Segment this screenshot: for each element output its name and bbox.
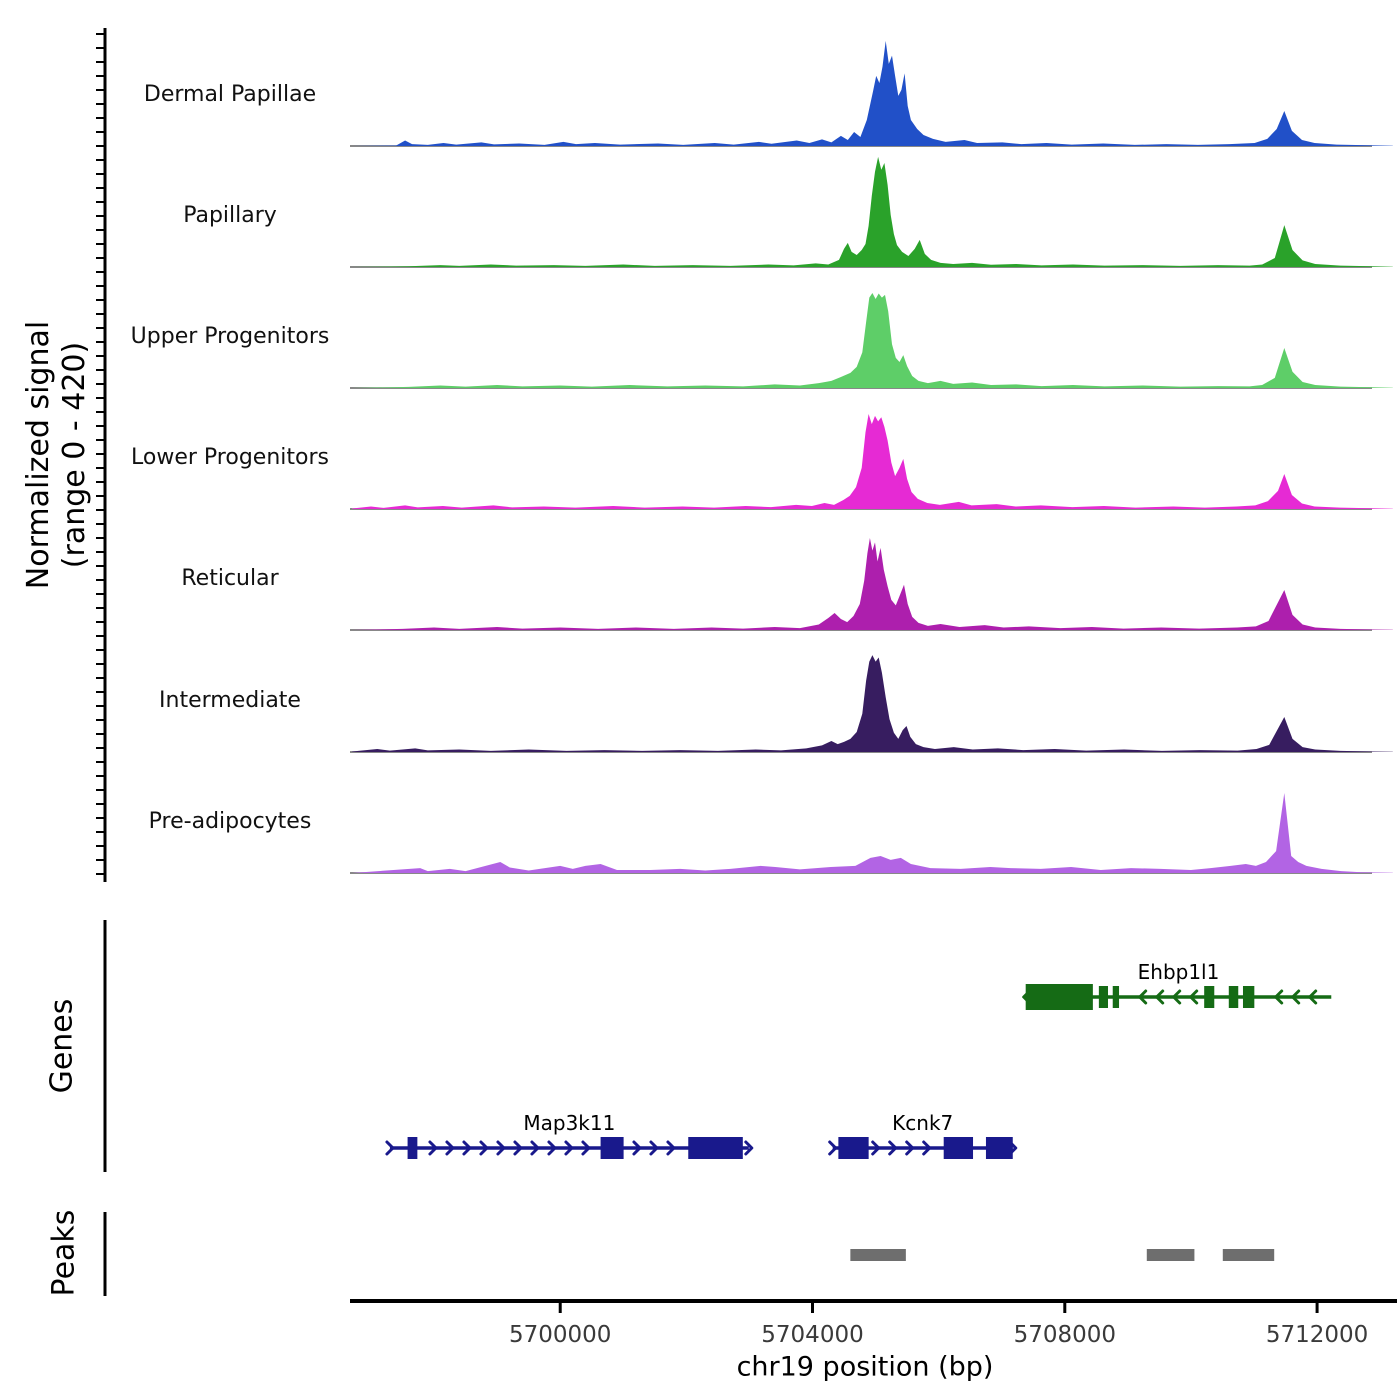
signal-area-upper-progenitors <box>352 293 1393 388</box>
gene-ehbp1l1-exon <box>1113 986 1119 1008</box>
gene-map3k11-glyph <box>387 1137 752 1159</box>
gene-map3k11-exon <box>601 1137 624 1159</box>
peak-region <box>1223 1249 1274 1261</box>
track-label: Papillary <box>183 203 277 228</box>
peaks-section-label: Peaks <box>46 1209 82 1297</box>
x-tick-label: 5708000 <box>1013 1322 1117 1348</box>
track-label: Reticular <box>181 566 279 591</box>
gene-ehbp1l1-exon <box>1026 984 1093 1010</box>
signal-area-intermediate <box>352 655 1393 752</box>
gene-map3k11-exon <box>408 1137 418 1159</box>
gene-kcnk7-glyph <box>830 1137 1016 1159</box>
signal-area-pre-adipocytes <box>352 793 1393 873</box>
x-tick-label: 5700000 <box>509 1322 612 1348</box>
gene-ehbp1l1-label: Ehbp1l1 <box>1137 960 1220 984</box>
y-axis-title-line2: (range 0 - 420) <box>57 341 92 569</box>
signal-area-dermal-papillae <box>352 41 1393 146</box>
genes-section-label: Genes <box>44 998 80 1094</box>
track-label: Dermal Papillae <box>143 82 317 107</box>
signal-area-papillary <box>352 157 1393 267</box>
track-label: Upper Progenitors <box>130 324 330 349</box>
signal-area-reticular <box>352 538 1393 630</box>
gene-kcnk7-exon <box>986 1137 1013 1159</box>
x-tick-label: 5712000 <box>1265 1322 1369 1348</box>
signal-area-lower-progenitors <box>352 414 1393 509</box>
y-axis-title-line1: Normalized signal <box>21 320 56 590</box>
gene-ehbp1l1-exon <box>1204 986 1214 1008</box>
track-label: Intermediate <box>159 688 301 713</box>
gene-map3k11-label: Map3k11 <box>523 1111 616 1135</box>
y-axis-title <box>21 321 93 589</box>
x-tick-label: 5704000 <box>761 1322 864 1348</box>
gene-map3k11-exon <box>688 1137 743 1159</box>
gene-kcnk7-exon <box>944 1137 973 1159</box>
gene-kcnk7-exon <box>838 1137 868 1159</box>
gene-ehbp1l1-exon <box>1229 986 1238 1008</box>
x-axis-title: chr19 position (bp) <box>736 1351 994 1383</box>
gene-ehbp1l1-exon <box>1099 986 1108 1008</box>
peak-region <box>1147 1249 1195 1261</box>
gene-kcnk7-label: Kcnk7 <box>892 1111 954 1135</box>
track-label: Pre-adipocytes <box>148 809 312 834</box>
peak-region <box>850 1249 906 1261</box>
gene-ehbp1l1-glyph <box>1024 984 1332 1010</box>
track-label: Lower Progenitors <box>131 445 329 470</box>
gene-ehbp1l1-exon <box>1243 986 1254 1008</box>
